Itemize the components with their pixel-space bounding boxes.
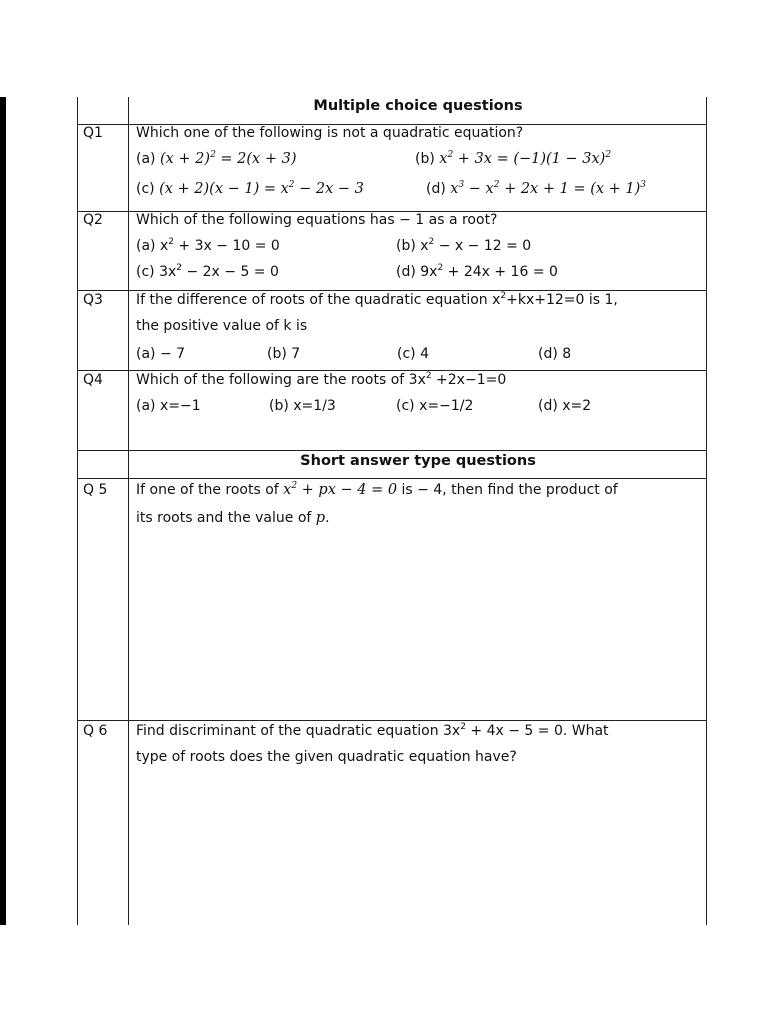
option-c (136, 264, 279, 280)
exponent: 2 (291, 481, 298, 491)
option-equation (450, 181, 646, 197)
exponent: 2 (493, 180, 500, 190)
option-equation (159, 181, 364, 197)
question-text-part: is − 4, then find the product of (397, 482, 618, 498)
option-text: (d) 9x (396, 264, 438, 280)
equation-part: + 3x = (−1)(1 − 3x) (453, 151, 606, 167)
question-text-part: +kx+12=0 is 1, (506, 292, 618, 308)
exponent: 2 (176, 263, 182, 273)
exponent: 3 (458, 180, 465, 190)
option-text: (c) 3x (136, 264, 177, 280)
question-number: Q4 (83, 372, 103, 388)
exponent: 3 (640, 180, 647, 190)
section-title-mcq: Multiple choice questions (313, 98, 523, 114)
option-b: (b) x=1/3 (269, 398, 336, 414)
option-c (136, 181, 364, 197)
question-text-part: Which of the following are the roots of 3x (136, 372, 426, 388)
question-number: Q 6 (83, 723, 108, 739)
question-number: Q3 (83, 292, 103, 308)
exponent: 2 (210, 150, 216, 160)
table-divider-number-column (128, 97, 129, 925)
equation-part: + px − 4 = 0 (297, 482, 398, 498)
exponent: 2 (168, 237, 174, 247)
row-divider (77, 478, 707, 479)
inline-equation (283, 482, 397, 498)
option-text: (b) x (396, 238, 429, 254)
exponent: 2 (605, 150, 612, 160)
option-text: + 3x − 10 = 0 (173, 238, 280, 254)
option-text: (a) x (136, 238, 169, 254)
question-text-part: If the difference of roots of the quadratic equation x (136, 292, 501, 308)
option-label: (b) (415, 151, 435, 167)
exponent: 2 (437, 263, 444, 273)
option-a (136, 238, 280, 254)
option-d: (d) x=2 (538, 398, 592, 414)
row-divider (77, 450, 707, 451)
option-c: (c) 4 (397, 346, 429, 362)
row-divider (77, 370, 707, 371)
inline-variable: p (315, 510, 326, 526)
question-table (77, 97, 707, 925)
question-text-part: its roots and the value of (136, 510, 316, 526)
equation-part: x (439, 151, 448, 167)
exponent: 2 (500, 291, 507, 301)
table-border-left (77, 97, 78, 925)
exponent: 2 (288, 180, 295, 190)
option-b: (b) 7 (267, 346, 301, 362)
exponent: 2 (425, 371, 432, 381)
equation-part: − 2x − 3 (294, 181, 364, 197)
question-text-line1 (136, 723, 609, 739)
question-number: Q2 (83, 212, 103, 228)
exponent: 2 (447, 150, 454, 160)
option-a: (a) x=−1 (136, 398, 201, 414)
equation-part: x (283, 482, 292, 498)
question-text-line2: the positive value of k is (136, 318, 308, 334)
option-a: (a) − 7 (136, 346, 186, 362)
option-d (396, 264, 558, 280)
equation-part: (x + 2) (159, 151, 211, 167)
section-title-short-answer: Short answer type questions (300, 453, 536, 469)
option-label: (c) (136, 181, 155, 197)
question-text-part: + 4x − 5 = 0. What (465, 723, 609, 739)
option-equation (160, 151, 297, 167)
option-d (426, 181, 646, 197)
question-text-line1 (136, 482, 618, 498)
option-label: (d) (426, 181, 446, 197)
option-d: (d) 8 (538, 346, 572, 362)
equation-part: x (450, 181, 459, 197)
question-number: Q1 (83, 125, 103, 141)
option-a (136, 151, 296, 167)
exponent: 2 (428, 237, 435, 247)
option-text: − 2x − 5 = 0 (182, 264, 279, 280)
option-label: (a) (136, 151, 156, 167)
question-text-line2 (136, 510, 330, 526)
option-b (415, 151, 611, 167)
equation-part: = 2(x + 3) (215, 151, 297, 167)
row-divider (77, 290, 707, 291)
row-divider (77, 720, 707, 721)
option-text: + 24x + 16 = 0 (443, 264, 558, 280)
option-equation (439, 151, 611, 167)
question-number: Q 5 (83, 482, 108, 498)
question-text-part: Find discriminant of the quadratic equation 3x (136, 723, 461, 739)
question-text: Which one of the following is not a quadratic equation? (136, 125, 524, 141)
question-text-part: +2x−1=0 (431, 372, 507, 388)
table-border-right (706, 97, 707, 925)
left-edge-bar (0, 97, 6, 925)
question-text-line2: type of roots does the given quadratic equation have? (136, 749, 517, 765)
equation-part: − x (464, 181, 494, 197)
question-text-part: If one of the roots of (136, 482, 284, 498)
equation-part: + 2x + 1 = (x + 1) (499, 181, 641, 197)
question-text-line1 (136, 292, 618, 308)
question-text (136, 372, 506, 388)
option-text: − x − 12 = 0 (434, 238, 532, 254)
option-b (396, 238, 531, 254)
question-text-part: . (325, 510, 330, 526)
question-text: Which of the following equations has − 1 as a root? (136, 212, 498, 228)
exponent: 2 (460, 722, 466, 732)
option-c: (c) x=−1/2 (396, 398, 474, 414)
equation-part: (x + 2)(x − 1) = x (159, 181, 289, 197)
